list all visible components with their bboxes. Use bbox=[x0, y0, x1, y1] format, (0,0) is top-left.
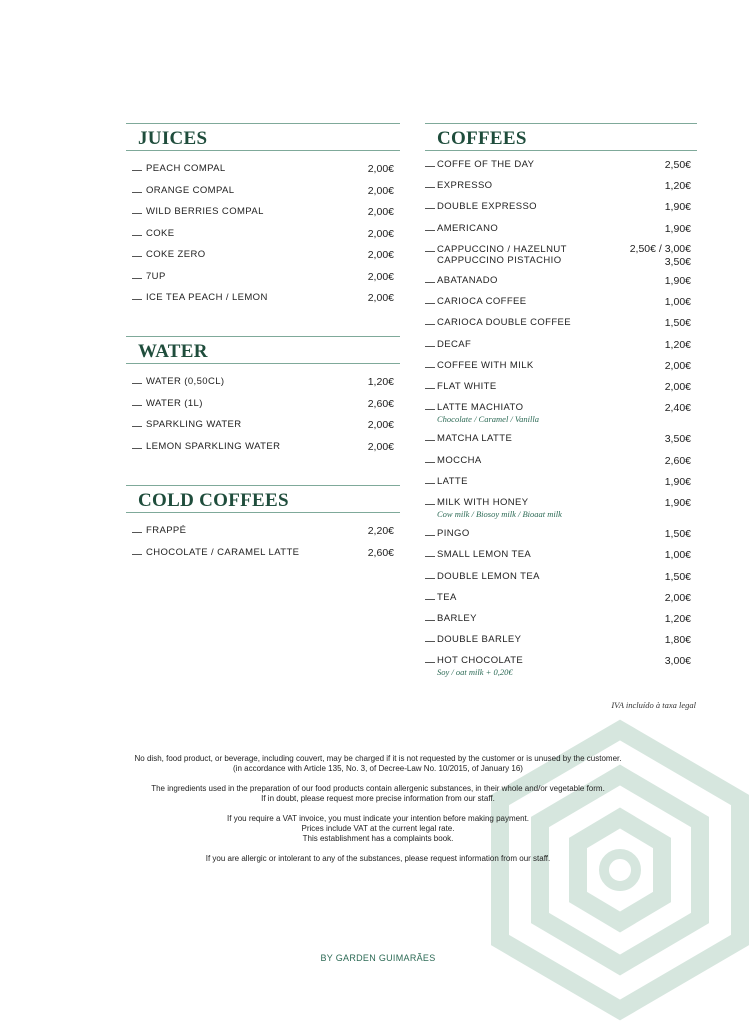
coffee-item-price: 1,20€ bbox=[664, 180, 691, 193]
dash-divider bbox=[132, 213, 142, 214]
dash-divider bbox=[132, 299, 142, 300]
juice-item-name: 7UP bbox=[146, 270, 166, 282]
coffee-item-name: ABATANADO bbox=[437, 275, 498, 286]
cold-coffee-item-price: 2,20€ bbox=[367, 525, 394, 537]
water-title: WATER bbox=[126, 336, 400, 364]
dash-divider bbox=[132, 532, 142, 533]
note-line: If you require a VAT invoice, you must indicate your intention before making payment. bbox=[227, 814, 529, 823]
note-line: No dish, food product, or beverage, including couvert, may be charged if it is not requested by the customer or is unused by the customer. bbox=[134, 754, 622, 763]
juice-item bbox=[126, 271, 400, 293]
coffee-item-price: 1,90€ bbox=[664, 475, 691, 488]
legal-notes bbox=[60, 754, 696, 874]
coffee-item-name: DOUBLE BARLEY bbox=[437, 634, 522, 646]
coffee-item bbox=[425, 592, 697, 613]
dash-divider bbox=[425, 556, 435, 557]
coffee-item-price: 2,50€ / 3,00€ bbox=[629, 242, 691, 255]
coffee-item-name: CAPPUCCINO / HAZELNUT bbox=[437, 243, 567, 255]
coffee-item-options: Cow milk / Biosoy milk / Bioaat milk bbox=[437, 509, 562, 519]
dash-divider bbox=[425, 166, 435, 167]
juice-item bbox=[126, 228, 400, 250]
coffee-item bbox=[425, 180, 697, 201]
dash-divider bbox=[425, 187, 435, 188]
juice-item-price: 2,00€ bbox=[367, 249, 394, 261]
dash-divider bbox=[132, 383, 142, 384]
water-item-name: WATER (1L) bbox=[146, 397, 203, 409]
coffee-item bbox=[425, 528, 697, 549]
footer-brand: BY GARDEN GUIMARÃES bbox=[320, 953, 436, 963]
coffee-item bbox=[425, 242, 697, 268]
juice-item-name: ICE TEA PEACH / LEMON bbox=[146, 292, 268, 303]
coffee-item-price: 2,00€ bbox=[664, 381, 691, 393]
coffee-item-price: 3,00€ bbox=[664, 655, 691, 668]
coffee-item-name: AMERICANO bbox=[437, 222, 499, 234]
water-item bbox=[126, 419, 400, 441]
dash-divider bbox=[425, 346, 435, 347]
coffee-item-price: 1,90€ bbox=[664, 222, 691, 235]
coffee-item-name: PINGO bbox=[437, 528, 470, 540]
note-line: If you are allergic or intolerant to any of the substances, please request information from our staff. bbox=[205, 854, 551, 863]
cold-coffees-section bbox=[126, 485, 400, 575]
dash-divider bbox=[132, 426, 142, 427]
coffee-item-name: LATTE MACHIATO bbox=[437, 402, 524, 414]
dash-divider bbox=[425, 599, 435, 600]
water-item-name: WATER (0,50CL) bbox=[146, 376, 225, 387]
note-line: This establishment has a complaints book. bbox=[302, 834, 454, 843]
coffee-item-price-secondary: 3,50€ bbox=[664, 255, 691, 268]
coffee-item bbox=[425, 613, 697, 634]
juice-item-name: ORANGE COMPAL bbox=[146, 184, 235, 196]
dash-divider bbox=[425, 367, 435, 368]
note-line: The ingredients used in the preparation of our food products contain allergenic substances, in their whole and/or vegetable form. bbox=[151, 784, 605, 793]
dash-divider bbox=[425, 388, 435, 389]
coffee-item-price: 3,50€ bbox=[664, 433, 691, 446]
water-item bbox=[126, 441, 400, 463]
dash-divider bbox=[425, 535, 435, 536]
coffee-item bbox=[425, 317, 697, 338]
coffee-item bbox=[425, 223, 697, 244]
water-item-price: 2,00€ bbox=[367, 440, 394, 453]
water-item bbox=[126, 398, 400, 420]
coffees-section bbox=[425, 123, 697, 699]
coffee-item-price: 1,50€ bbox=[664, 570, 691, 583]
coffee-item-name: MATCHA LATTE bbox=[437, 433, 513, 445]
note-paragraph bbox=[60, 814, 696, 844]
coffee-item-price: 1,80€ bbox=[664, 634, 691, 647]
dash-divider bbox=[425, 282, 435, 283]
coffee-item-price: 1,90€ bbox=[664, 201, 691, 214]
dash-divider bbox=[132, 448, 142, 449]
coffee-item bbox=[425, 296, 697, 317]
note-paragraph bbox=[60, 854, 696, 864]
coffee-item-name: HOT CHOCOLATE bbox=[437, 655, 524, 667]
note-paragraph bbox=[60, 784, 696, 804]
juice-item-name: COKE bbox=[146, 227, 175, 239]
coffee-item-name: DOUBLE LEMON TEA bbox=[437, 570, 540, 582]
cold-coffee-item-price: 2,60€ bbox=[367, 546, 394, 559]
juice-item-price: 2,00€ bbox=[367, 184, 394, 197]
dash-divider bbox=[425, 251, 435, 252]
coffee-item-name: TEA bbox=[437, 591, 457, 603]
cold-coffee-item-name: CHOCOLATE / CARAMEL LATTE bbox=[146, 546, 300, 558]
note-paragraph bbox=[60, 754, 696, 774]
dash-divider bbox=[425, 409, 435, 410]
dash-divider bbox=[425, 620, 435, 621]
juice-item-name: WILD BERRIES COMPAL bbox=[146, 206, 264, 217]
water-item bbox=[126, 376, 400, 398]
water-item-name: LEMON SPARKLING WATER bbox=[146, 440, 281, 452]
dash-divider bbox=[425, 483, 435, 484]
juice-item-price: 2,00€ bbox=[367, 206, 394, 218]
juice-item bbox=[126, 185, 400, 207]
coffee-item-price: 1,90€ bbox=[664, 497, 691, 509]
coffee-item-name: MOCCHA bbox=[437, 454, 482, 466]
dash-divider bbox=[425, 578, 435, 579]
dash-divider bbox=[425, 641, 435, 642]
dash-divider bbox=[132, 256, 142, 257]
note-line: If in doubt, please request more precise information from our staff. bbox=[261, 794, 495, 803]
coffee-item-name: BARLEY bbox=[437, 613, 477, 624]
juice-item bbox=[126, 206, 400, 228]
dash-divider bbox=[132, 405, 142, 406]
coffee-item bbox=[425, 201, 697, 222]
dash-divider bbox=[425, 462, 435, 463]
coffee-item bbox=[425, 497, 697, 518]
water-item-price: 2,00€ bbox=[367, 419, 394, 431]
coffee-item bbox=[425, 381, 697, 402]
juice-item-name: PEACH COMPAL bbox=[146, 163, 226, 174]
coffee-item-price: 1,00€ bbox=[664, 549, 691, 562]
water-item-price: 2,60€ bbox=[367, 397, 394, 410]
iva-note: IVA incluído à taxa legal bbox=[611, 700, 696, 710]
coffee-item bbox=[425, 455, 697, 476]
dash-divider bbox=[425, 230, 435, 231]
coffee-item bbox=[425, 159, 697, 180]
dash-divider bbox=[425, 662, 435, 663]
dash-divider bbox=[425, 504, 435, 505]
coffee-item-price: 1,20€ bbox=[664, 613, 691, 625]
coffee-item-name: CARIOCA DOUBLE COFFEE bbox=[437, 317, 572, 329]
coffee-item-name: DOUBLE EXPRESSO bbox=[437, 201, 537, 213]
coffee-item bbox=[425, 549, 697, 570]
coffee-item bbox=[425, 402, 697, 423]
cold-coffee-item bbox=[126, 525, 400, 547]
coffee-item-options: Soy / oat milk + 0,20€ bbox=[437, 667, 513, 678]
coffee-item bbox=[425, 433, 697, 454]
coffee-item-name: FLAT WHITE bbox=[437, 381, 497, 392]
juices-title: JUICES bbox=[126, 123, 400, 151]
coffee-item-name: LATTE bbox=[437, 475, 468, 487]
dash-divider bbox=[425, 324, 435, 325]
coffee-item bbox=[425, 476, 697, 497]
water-section bbox=[126, 336, 400, 466]
coffee-item bbox=[425, 571, 697, 592]
coffee-item-price: 2,00€ bbox=[664, 359, 691, 372]
note-line: (in accordance with Article 135, No. 3, of Decree-Law No. 10/2015, of January 16) bbox=[233, 764, 523, 773]
coffee-item-name: COFFEE WITH MILK bbox=[437, 359, 534, 371]
water-item-name: SPARKLING WATER bbox=[146, 419, 242, 430]
coffee-item-name-secondary: CAPPUCCINO PISTACHIO bbox=[437, 254, 562, 266]
coffee-item-name: SMALL LEMON TEA bbox=[437, 549, 532, 561]
coffee-item-price: 1,90€ bbox=[664, 275, 691, 287]
coffee-item-price: 2,60€ bbox=[664, 454, 691, 467]
coffee-item-name: CARIOCA COFFEE bbox=[437, 296, 527, 308]
coffee-item-name: COFFE OF THE DAY bbox=[437, 159, 535, 170]
coffee-item bbox=[425, 655, 697, 676]
water-item-price: 1,20€ bbox=[367, 376, 394, 388]
coffee-item bbox=[425, 634, 697, 655]
note-line: Prices include VAT at the current legal rate. bbox=[301, 824, 455, 833]
coffee-item bbox=[425, 339, 697, 360]
coffee-item-price: 1,50€ bbox=[664, 528, 691, 541]
coffee-item-options: Chocolate / Caramel / Vanilla bbox=[437, 414, 539, 425]
juice-item-price: 2,00€ bbox=[367, 227, 394, 240]
cold-coffee-item-name: FRAPPÉ bbox=[146, 525, 187, 536]
dash-divider bbox=[425, 303, 435, 304]
juice-item-price: 2,00€ bbox=[367, 292, 394, 304]
coffee-item-price: 2,00€ bbox=[664, 591, 691, 604]
cold-coffee-item bbox=[126, 547, 400, 569]
dash-divider bbox=[132, 278, 142, 279]
coffee-item-name: MILK WITH HONEY bbox=[437, 497, 529, 508]
coffee-item-price: 2,50€ bbox=[664, 159, 691, 171]
coffee-item-price: 2,40€ bbox=[664, 402, 691, 415]
coffee-item-price: 1,00€ bbox=[664, 296, 691, 309]
dash-divider bbox=[425, 208, 435, 209]
juice-item bbox=[126, 249, 400, 271]
juice-item bbox=[126, 292, 400, 314]
dash-divider bbox=[132, 235, 142, 236]
dash-divider bbox=[132, 192, 142, 193]
dash-divider bbox=[132, 554, 142, 555]
coffee-item-name: DECAF bbox=[437, 338, 472, 350]
coffee-item bbox=[425, 360, 697, 381]
coffee-item-name: EXPRESSO bbox=[437, 180, 493, 192]
coffees-title: COFFEES bbox=[425, 123, 697, 151]
dash-divider bbox=[425, 440, 435, 441]
dash-divider bbox=[132, 170, 142, 171]
juice-item-price: 2,00€ bbox=[367, 163, 394, 175]
juices-section bbox=[126, 123, 400, 313]
cold-coffees-title: COLD COFFEES bbox=[126, 485, 400, 513]
juice-item-name: COKE ZERO bbox=[146, 249, 206, 260]
coffee-item-price: 1,20€ bbox=[664, 338, 691, 351]
juice-item bbox=[126, 163, 400, 185]
coffee-item bbox=[425, 275, 697, 296]
juice-item-price: 2,00€ bbox=[367, 270, 394, 283]
coffee-item-price: 1,50€ bbox=[664, 317, 691, 330]
